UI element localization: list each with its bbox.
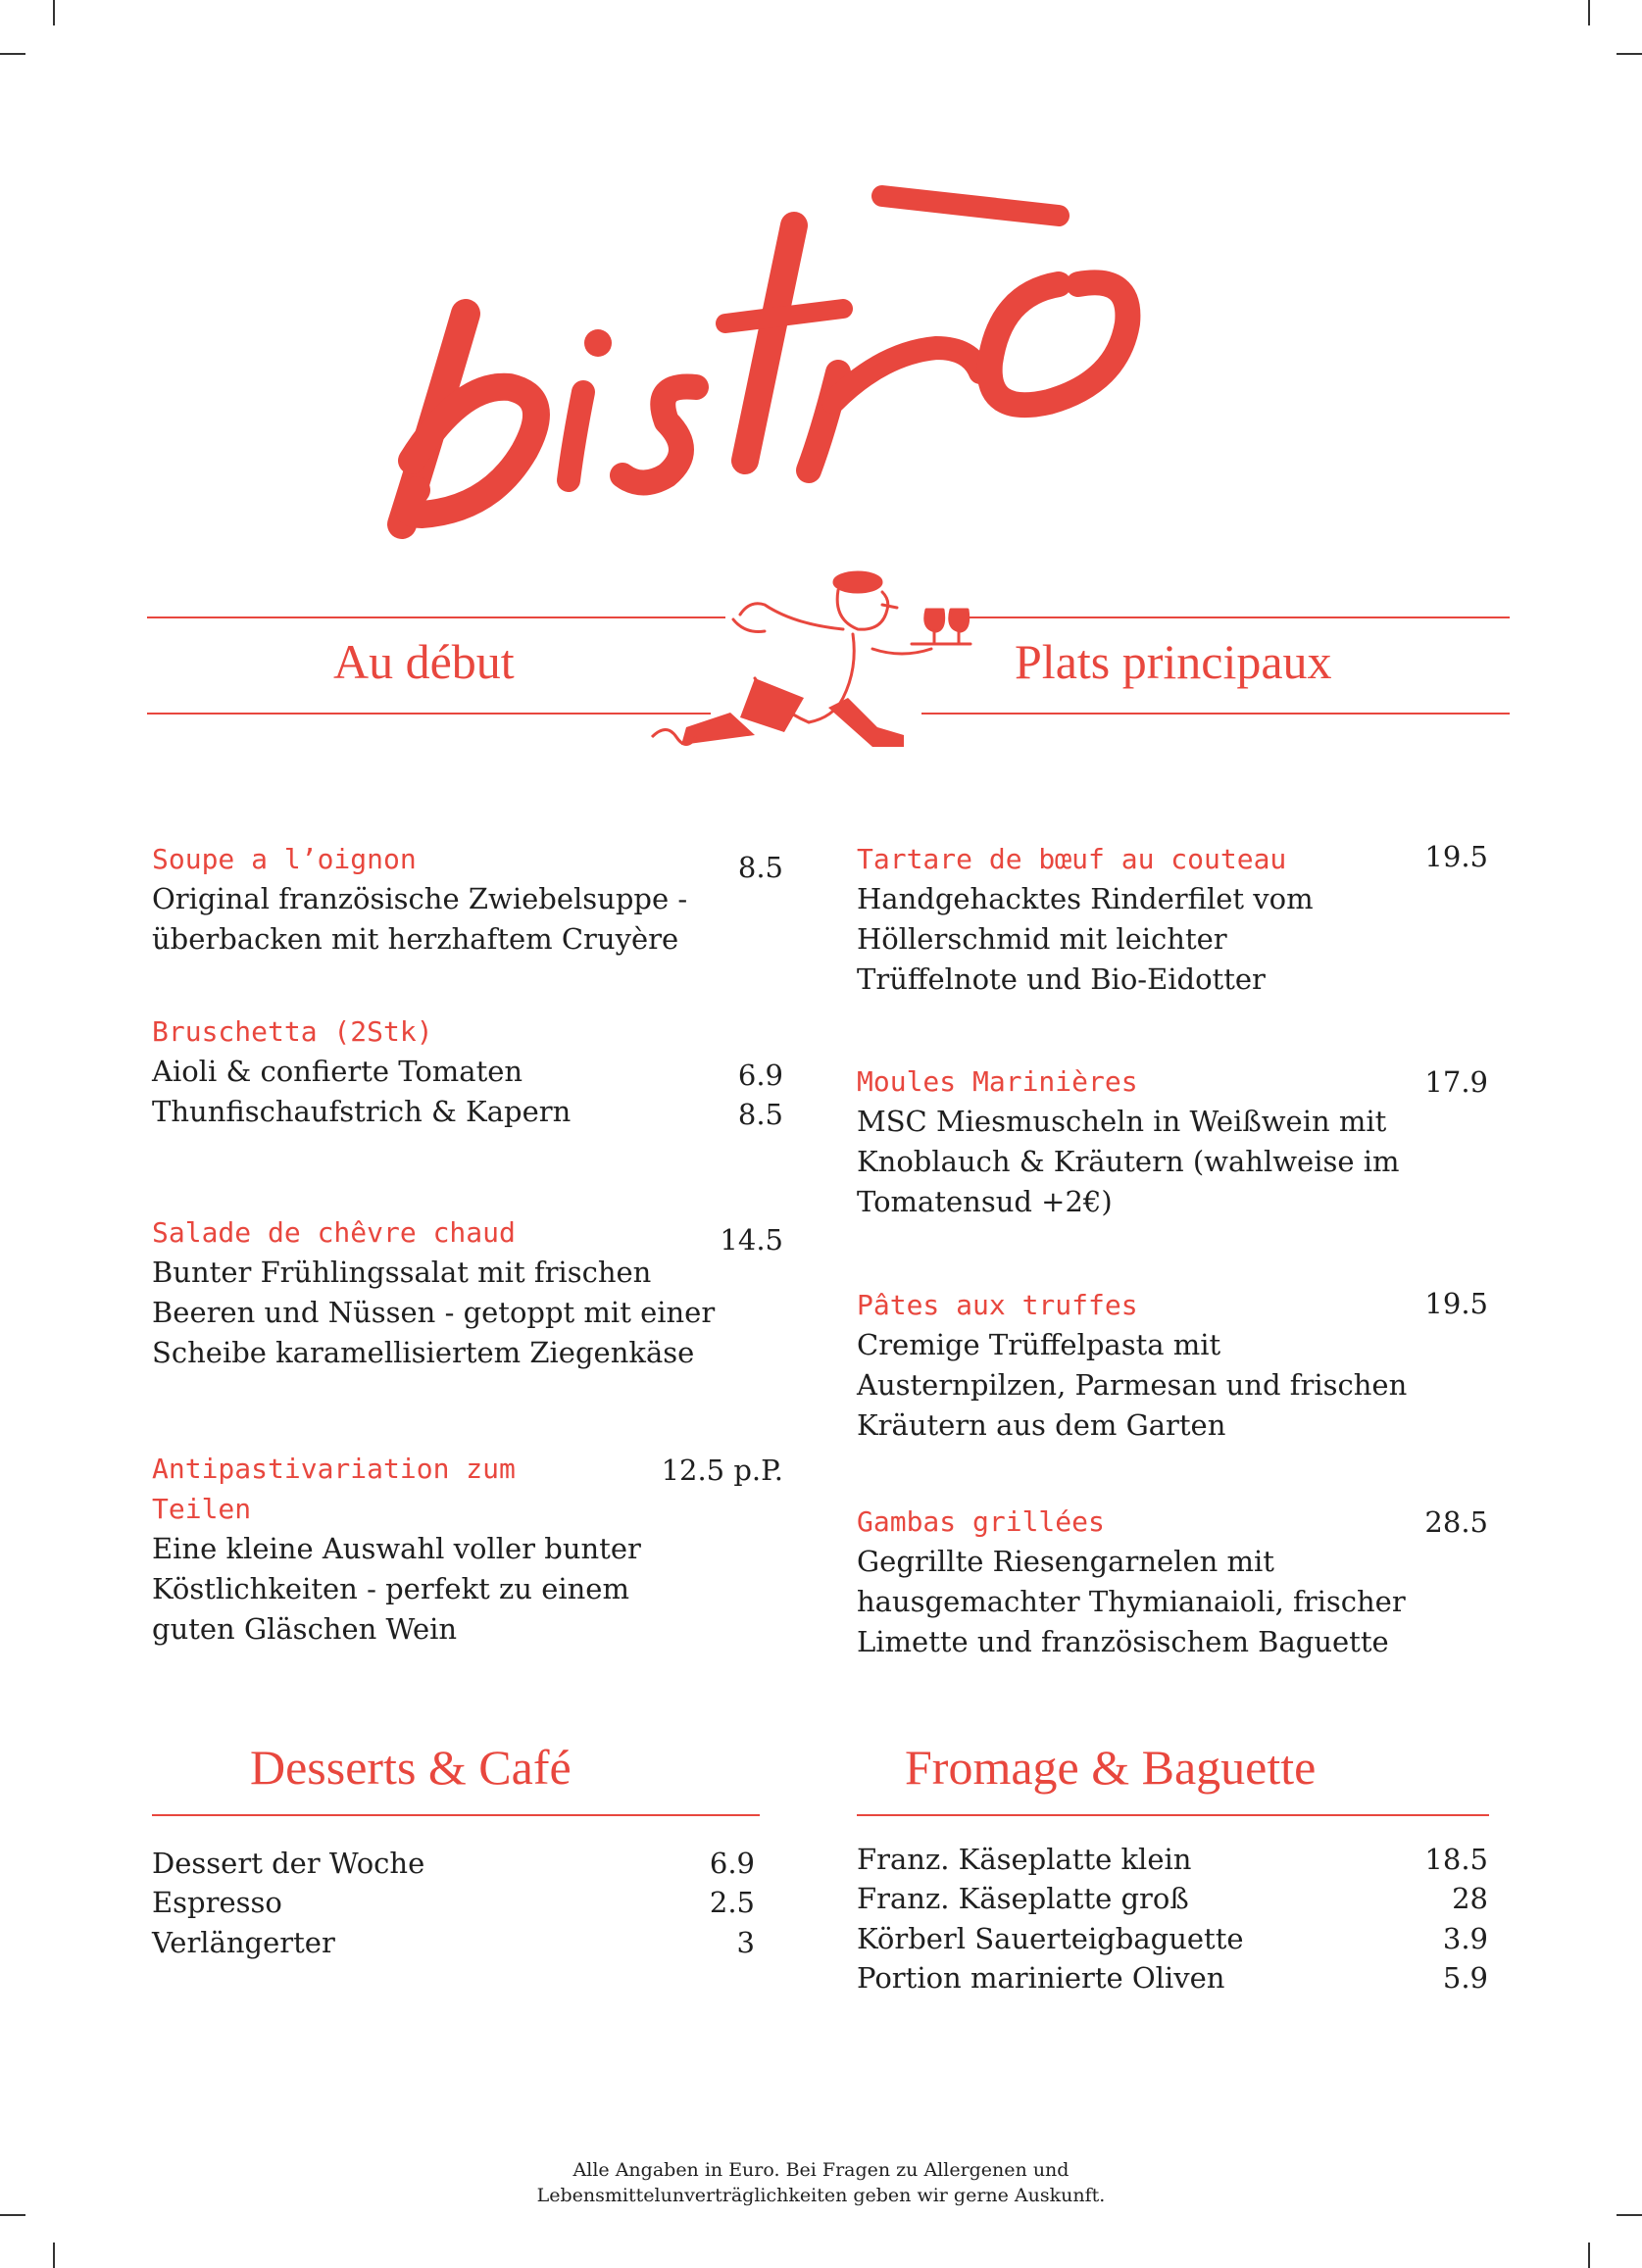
header-rule-top-left	[147, 616, 725, 618]
item-desc: Eine kleine Auswahl voller bunter	[152, 1532, 641, 1565]
menu-item	[152, 1449, 740, 1650]
section-title-cheese: Fromage & Baguette	[905, 1740, 1317, 1795]
header-rule-top-right	[961, 616, 1510, 618]
dessert-name: Dessert der Woche	[152, 1847, 425, 1880]
item-price: 8.5	[737, 1098, 783, 1131]
menu-item	[152, 839, 701, 960]
section-title-mains: Plats principaux	[1015, 634, 1332, 689]
footer-line: Alle Angaben in Euro. Bei Fragen zu Allergenen und	[572, 2159, 1070, 2181]
dessert-price: 6.9	[709, 1847, 755, 1880]
item-desc: überbacken mit herzhaftem Cruyère	[152, 922, 679, 956]
item-desc: Handgehacktes Rinderfilet vom	[857, 882, 1314, 915]
item-price: 19.5	[1424, 1287, 1488, 1320]
crop-mark	[0, 53, 25, 55]
crop-mark	[53, 2243, 55, 2268]
item-name: Gambas grillées	[857, 1505, 1105, 1538]
crop-mark	[1617, 53, 1642, 55]
cheese-price: 18.5	[1424, 1843, 1488, 1876]
dessert-price: 2.5	[709, 1886, 755, 1919]
item-desc: Original französische Zwiebelsuppe -	[152, 882, 688, 915]
footer-line: Lebensmittelunverträglichkeiten geben wir gerne Auskunft.	[536, 2185, 1106, 2206]
item-desc: Köstlichkeiten - perfekt zu einem	[152, 1572, 629, 1605]
cheese-price: 5.9	[1442, 1961, 1488, 1995]
item-name: Salade de chêvre chaud	[152, 1216, 516, 1249]
cheese-price: 3.9	[1442, 1922, 1488, 1955]
item-price: 28.5	[1424, 1505, 1488, 1539]
menu-item	[857, 1061, 1445, 1222]
section-title-starters: Au début	[333, 634, 515, 689]
desserts-rule	[152, 1814, 760, 1816]
section-title-desserts: Desserts & Café	[250, 1740, 572, 1795]
cheese-name: Portion marinierte Oliven	[857, 1961, 1225, 1995]
dessert-name: Verlängerter	[152, 1926, 335, 1959]
item-desc: hausgemachter Thymianaioli, frischer	[857, 1585, 1406, 1618]
item-desc: Thunfischaufstrich & Kapern	[152, 1095, 572, 1128]
item-price: 8.5	[737, 851, 783, 884]
item-name: Teilen	[152, 1493, 252, 1525]
item-price: 19.5	[1424, 840, 1488, 873]
cheese-price: 28	[1452, 1882, 1488, 1915]
dessert-name: Espresso	[152, 1886, 282, 1919]
item-desc: Cremige Trüffelpasta mit	[857, 1328, 1221, 1361]
item-desc: Scheibe karamellisiertem Ziegenkäse	[152, 1336, 695, 1369]
cheese-name: Körberl Sauerteigbaguette	[857, 1922, 1244, 1955]
item-desc: Höllerschmid mit leichter	[857, 922, 1227, 956]
menu-item	[857, 1285, 1465, 1446]
item-desc: Aioli & confierte Tomaten	[152, 1055, 523, 1088]
item-desc: Bunter Frühlingssalat mit frischen	[152, 1256, 652, 1289]
item-name: Tartare de bœuf au couteau	[857, 843, 1287, 875]
item-desc: MSC Miesmuscheln in Weißwein mit	[857, 1105, 1387, 1138]
crop-mark	[1588, 2243, 1590, 2268]
item-price: 14.5	[720, 1223, 783, 1257]
item-price: 12.5 p.P.	[661, 1454, 783, 1487]
crop-mark	[0, 2214, 25, 2216]
menu-item	[857, 839, 1445, 1000]
crop-mark	[1588, 0, 1590, 25]
item-desc: Limette und französischem Baguette	[857, 1625, 1389, 1658]
menu-item	[152, 1212, 740, 1373]
dessert-price: 3	[736, 1926, 755, 1959]
cheese-rule	[857, 1814, 1489, 1816]
item-desc: guten Gläschen Wein	[152, 1612, 458, 1646]
bistro-logo	[373, 137, 1255, 549]
item-desc: Tomatensud +2€)	[857, 1185, 1113, 1218]
waiter-illustration	[647, 561, 990, 757]
cheese-name: Franz. Käseplatte klein	[857, 1843, 1192, 1876]
header-rule-bottom-left	[147, 713, 711, 715]
item-name: Moules Marinières	[857, 1065, 1138, 1098]
item-name: Pâtes aux truffes	[857, 1289, 1138, 1321]
item-desc: Beeren und Nüssen - getoppt mit einer	[152, 1296, 716, 1329]
header-rule-bottom-right	[921, 713, 1510, 715]
crop-mark	[1617, 2214, 1642, 2216]
item-desc: Knoblauch & Kräutern (wahlweise im	[857, 1145, 1400, 1178]
footer-note	[0, 2157, 1642, 2208]
crop-mark	[53, 0, 55, 25]
item-price: 6.9	[737, 1059, 783, 1092]
item-name: Antipastivariation zum	[152, 1453, 516, 1485]
item-desc: Kräutern aus dem Garten	[857, 1408, 1226, 1442]
cheese-name: Franz. Käseplatte groß	[857, 1882, 1189, 1915]
item-name: Bruschetta (2Stk)	[152, 1015, 433, 1048]
menu-item	[857, 1502, 1465, 1662]
item-desc: Trüffelnote und Bio-Eidotter	[857, 962, 1266, 996]
item-name: Soupe a l’oignon	[152, 843, 417, 875]
item-desc: Gegrillte Riesengarnelen mit	[857, 1545, 1274, 1578]
item-price: 17.9	[1424, 1065, 1488, 1099]
menu-item	[152, 1011, 701, 1132]
item-desc: Austernpilzen, Parmesan und frischen	[857, 1368, 1408, 1402]
